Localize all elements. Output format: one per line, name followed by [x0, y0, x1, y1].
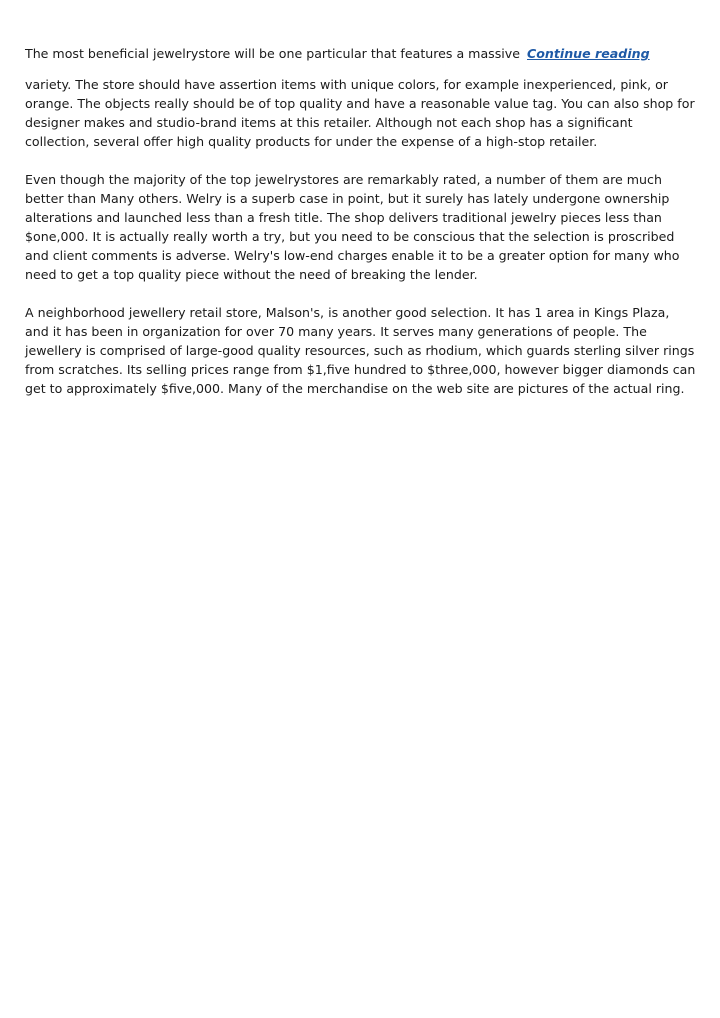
lead-text: The most beneficial jewelrystore will be one particular that features a massive: [25, 46, 520, 61]
continue-reading-link[interactable]: Continue reading: [527, 46, 650, 61]
paragraph-1: variety. The store should have assertion items with unique colors, for example inexperienced, pink, or orange. The objects really should be of top quality and have a reasonable value tag. You can also shop for designer makes and studio-brand items at this retailer. Although not each shop has a significant collection, several offer high quality products for under the expense of a high-stop retailer.: [25, 77, 695, 149]
lead-line: [25, 44, 697, 63]
paragraph-2: Even though the majority of the top jewelrystores are remarkably rated, a number of them are much better than Many others. Welry is a superb case in point, but it surely has lately undergone ownership alterations and launched less than a fresh title. The shop delivers traditional jewelry pieces less than $one,000. It is actually really worth a try, but you need to be conscious that the selection is proscribed and client comments is adverse. Welry's low-end charges enable it to be a greater option for many who need to get a top quality piece without the need of breaking the lender.: [25, 172, 680, 282]
paragraph-3: A neighborhood jewellery retail store, Malson's, is another good selection. It has 1 area in Kings Plaza, and it has been in organization for over 70 many years. It serves many generations of people. The jewellery is comprised of large-good quality resources, such as rhodium, which guards sterling silver rings from scratches. Its selling prices range from $1,five hundred to $three,000, however bigger diamonds can get to approximately $five,000. Many of the merchandise on the web site are pictures of the actual ring.: [25, 305, 696, 396]
document-page: [25, 44, 697, 417]
